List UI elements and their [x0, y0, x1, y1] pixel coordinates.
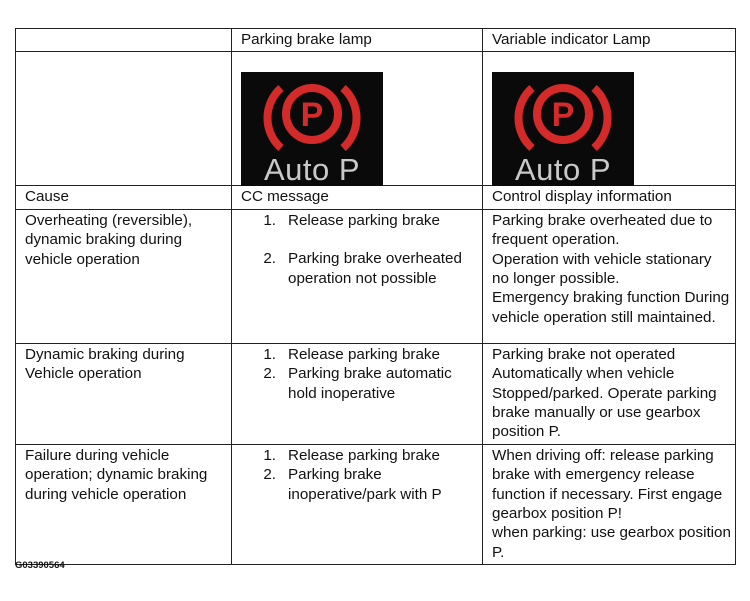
- control-display-cell: [483, 209, 736, 343]
- list-item: 1. Release parking brake: [263, 211, 440, 229]
- lamp-symbol-p: P: [551, 96, 575, 135]
- lamp-image-cell-right: [483, 52, 736, 186]
- control-display-cell: [483, 444, 736, 564]
- subheader-cause: Cause: [16, 186, 232, 209]
- list-item: 2. Parking brake automatic hold inoperative: [263, 365, 452, 402]
- info-line: Operation with vehicle stationary no longer possible.: [492, 250, 712, 288]
- list-item: 1. Release parking brake: [263, 446, 440, 464]
- control-display-cell: [483, 343, 736, 444]
- subheader-cc-message: CC message: [232, 186, 483, 209]
- variable-indicator-lamp-icon: [492, 72, 634, 186]
- header-variable-indicator-lamp: Variable indicator Lamp: [483, 29, 736, 52]
- info-line: when parking: use gearbox position P.: [492, 524, 731, 561]
- header-cell-empty: [16, 29, 232, 52]
- table-row: [16, 444, 736, 564]
- header-parking-brake-lamp: Parking brake lamp: [232, 29, 483, 52]
- parking-brake-lamp-icon: [241, 72, 383, 186]
- cc-message-cell: [232, 209, 483, 343]
- cause-cell: Failure during vehicle operation; dynamic braking during vehicle operation: [16, 444, 232, 564]
- table-row: [16, 343, 736, 444]
- table-row: [16, 209, 736, 343]
- info-line: When driving off: release parking brake with emergency release function if necessary. First engage gearbox position P!: [492, 446, 723, 523]
- cc-message-cell: [232, 343, 483, 444]
- info-line: Emergency braking function During vehicle operation still maintained.: [492, 289, 730, 326]
- cause-cell: Overheating (reversible), dynamic braking during vehicle operation: [16, 209, 232, 343]
- subheader-control-display-information: Control display information: [483, 186, 736, 209]
- header-row: [16, 29, 736, 52]
- subheader-row: [16, 186, 736, 209]
- lamp-label-auto-p: Auto P: [514, 152, 612, 187]
- list-spacer: [241, 230, 478, 249]
- list-item: 2. Parking brake overheated operation not possible: [263, 250, 462, 287]
- cc-message-list: [241, 446, 478, 504]
- parking-brake-table: [15, 28, 736, 565]
- info-line: Parking brake overheated due to frequent operation.: [492, 211, 713, 249]
- parking-brake-symbol-icon: [492, 72, 634, 156]
- lamp-symbol-p: P: [300, 96, 324, 135]
- lamp-label-auto-p: Auto P: [263, 152, 361, 187]
- list-item: 2. Parking brake inoperative/park with P: [263, 466, 442, 503]
- lamp-image-row: [16, 52, 736, 186]
- lamp-image-cell-empty: [16, 52, 232, 186]
- info-line: Parking brake not operated Automatically when vehicle Stopped/parked. Operate parking brake manually or use gearbox position P.: [492, 345, 717, 441]
- cause-cell: Dynamic braking during Vehicle operation: [16, 343, 232, 444]
- cc-message-cell: [232, 444, 483, 564]
- cc-message-list: [241, 345, 478, 403]
- lamp-image-cell-left: [232, 52, 483, 186]
- cc-message-list: [241, 211, 478, 288]
- parking-brake-symbol-icon: [241, 72, 383, 156]
- list-item: 1. Release parking brake: [263, 345, 440, 363]
- figure-code: G03390564: [15, 560, 65, 571]
